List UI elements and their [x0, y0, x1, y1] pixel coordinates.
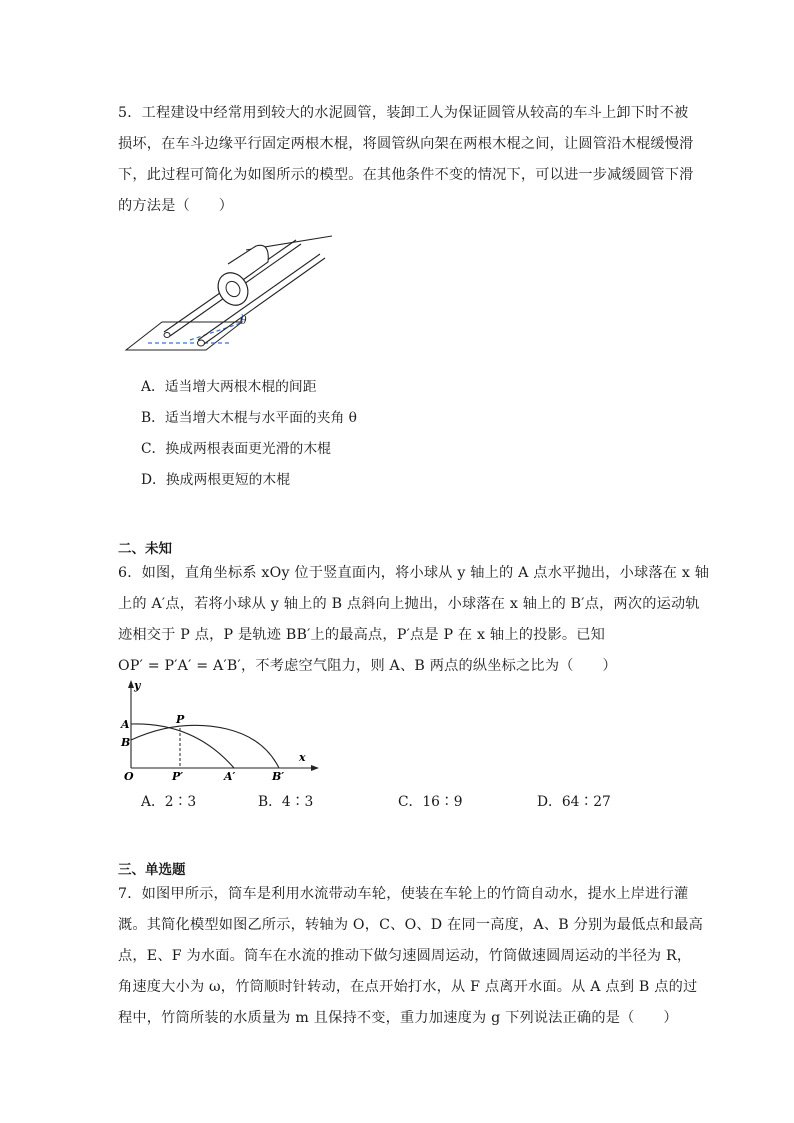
q5-option-c[interactable]: C．换成两根表面更光滑的木棍: [141, 441, 331, 457]
section-heading-unknown: 二、未知: [118, 541, 172, 557]
q5-option-d[interactable]: D．换成两根更短的木棍: [141, 472, 291, 488]
q5-option-b[interactable]: B．适当增大木棍与水平面的夹角 θ: [141, 410, 357, 426]
q6-option-c[interactable]: C．16∶9: [398, 794, 463, 810]
q6-line-2: 上的 A′点，若将小球从 y 轴上的 B 点斜向上抛出，小球落在 x 轴上的 B′点，两次的运动轨: [118, 596, 700, 612]
y-axis-label: y: [134, 679, 141, 692]
q5-line-4: 的方法是（ ）: [118, 198, 234, 214]
q7-line-1: 7．如图甲所示，筒车是利用水流带动车轮，使装在车轮上的竹筒自动水，提水上岸进行灌: [118, 886, 689, 902]
x-axis-label: x: [299, 751, 306, 764]
q6-option-b[interactable]: B．4∶3: [258, 794, 314, 810]
q6-option-a[interactable]: A．2∶3: [141, 794, 197, 810]
q7-line-3: 点，E、F 为水面。筒车在水流的推动下做匀速圆周运动，竹筒做速圆周运动的半径为 R，: [118, 948, 692, 964]
point-p-prime-label: P′: [172, 770, 184, 783]
q7-line-4: 角速度大小为 ω，竹筒顺时针转动，在点开始打水，从 F 点离开水面。从 A 点到 B 点的过: [118, 979, 698, 995]
q7-line-2: 溉。其简化模型如图乙所示，转轴为 O，C、O、D 在同一高度，A、B 分别为最低点和最高: [118, 917, 704, 933]
point-a-prime-label: A′: [224, 770, 236, 783]
q6-option-d[interactable]: D．64∶27: [537, 794, 611, 810]
q6-line-3: 迹相交于 P 点，P 是轨迹 BB′上的最高点，P′点是 P 在 x 轴上的投影。已知: [118, 627, 606, 643]
q7-line-5: 程中，竹筒所装的水质量为 m 且保持不变，重力加速度为 g 下列说法正确的是（ ）: [118, 1010, 678, 1026]
point-a-label: A: [121, 718, 130, 731]
point-b-label: B: [121, 736, 131, 749]
theta-label: θ: [240, 314, 247, 327]
q5-figure-pipe-on-sticks: [120, 228, 340, 356]
q5-line-3: 下，此过程可简化为如图所示的模型。在其他条件不变的情况下，可以进一步减缓圆管下滑: [118, 167, 694, 183]
section-heading-single-choice: 三、单选题: [118, 862, 186, 878]
q5-line-1: 5．工程建设中经常用到较大的水泥圆管，装卸工人为保证圆管从较高的车斗上卸下时不被: [118, 105, 689, 121]
q5-option-a[interactable]: A．适当增大两根木棍的间距: [141, 379, 317, 395]
point-p-label: P: [176, 713, 185, 726]
origin-label: O: [124, 770, 134, 783]
q6-line-1: 6．如图，直角坐标系 xOy 位于竖直面内，将小球从 y 轴上的 A 点水平抛出，小球落在 x 轴: [118, 565, 710, 581]
q6-figure-trajectories: [114, 676, 324, 786]
q6-line-4: OP′ = P′A′ = A′B′，不考虑空气阻力，则 A、B 两点的纵坐标之比为（ ）: [118, 658, 617, 674]
point-b-prime-label: B′: [272, 770, 285, 783]
q5-line-2: 损坏，在车斗边缘平行固定两根木棍，将圆管纵向架在两根木棍之间，让圆管沿木棍缓慢滑: [118, 136, 694, 152]
